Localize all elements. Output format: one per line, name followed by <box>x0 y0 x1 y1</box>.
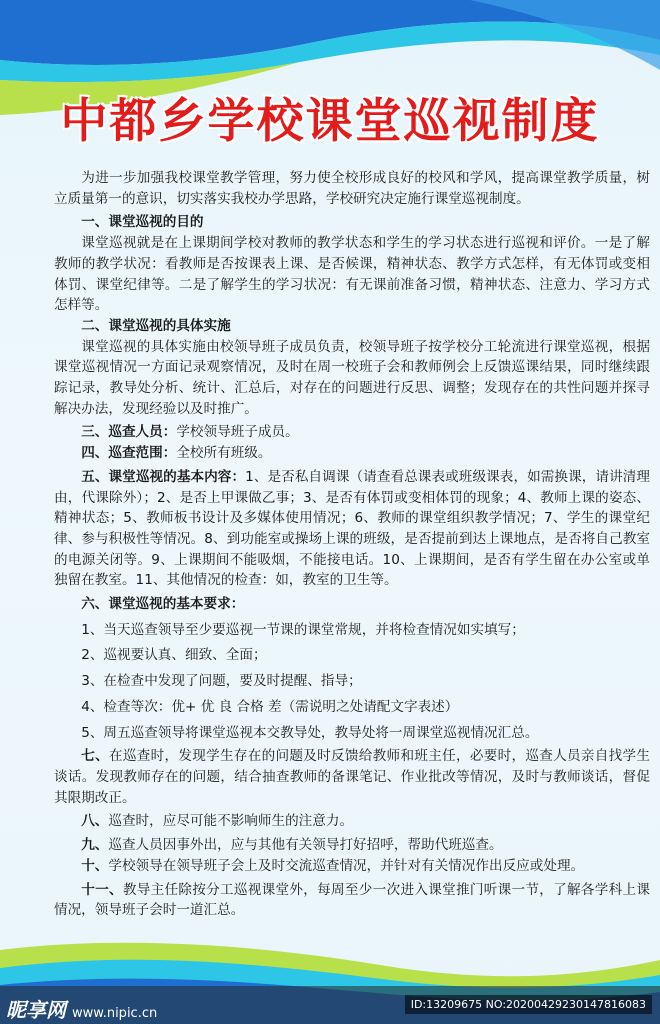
section-8-heading: 八、 <box>81 813 109 830</box>
section-10 <box>54 856 650 877</box>
section-4 <box>54 443 650 464</box>
watermark-logo-text: 昵享网 <box>6 998 66 1022</box>
section-3-heading: 三、巡查人员： <box>81 424 177 441</box>
section-9-body: 巡查人员因事外出，应与其他有关领导打好招呼，帮助代班巡查。 <box>108 837 503 854</box>
section-3-body: 学校领导班子成员。 <box>176 424 299 441</box>
section-6-item: 2、巡视要认真、细致、全面； <box>81 647 267 664</box>
section-5-body: 1、是否私自调课（请查看总课表或班级课表，如需换课，请讲清理由，代课除外）；2、是否上甲课做乙事；3、是否有体罚或变相体罚的现象；4、教师上课的姿态、精神状态；5、教师板书设计及多媒体使用情况；6、教师的课堂组织教学情况；7、学生的课堂纪律、参与积极性等情况。8、到功能室或操场上课的班级，是否提前到达上课地点，是否将自己教室的电源关闭等。9、上课期间不能吸烟，不能接电话。10、上课期间，是否有学生留在办公室或单独留在教室。11、其他情况的检查：如，教室的卫生等。 <box>54 468 650 589</box>
watermark-id: ID:13209675 NO:20200429230147816083 <box>405 995 652 1014</box>
section-4-body: 全校所有班级。 <box>176 445 272 462</box>
watermark-logo <box>6 994 157 1023</box>
section-1-heading: 一、课堂巡视的目的 <box>81 214 204 231</box>
section-6-item: 1、当天巡查领导至少要巡视一节课的课堂常规，并将检查情况如实填写； <box>81 621 525 638</box>
section-2-body: 课堂巡视的具体实施由校领导班子成员负责，校领导班子按学校分工轮流进行课堂巡视，根据课堂巡视情况一方面记录观察情况，及时在周一校班子会和教师例会上反馈巡课结果，同时继续跟踪记录，教导处分析、统计、汇总后，对存在的问题进行反思、调整；发现存在的共性问题并探寻解决办法，发现经验以及时推广。 <box>54 338 650 417</box>
section-1-body: 课堂巡视就是在上课期间学校对教师的教学状态和学生的学习状态进行巡视和评价。一是了解教师的教学状况：看教师是否按课表上课、是否候课，精神状态、教学方式怎样，有无体罚或变相体罚、课堂纪律等。二是了解学生的学习状况：有无课前准备习惯，精神状态、注意力、学习方式怎样等。 <box>54 235 650 314</box>
section-6-item: 4、检查等次：优+ 优 良 合格 差（需说明之处请配文字表述） <box>81 698 459 715</box>
section-7 <box>54 746 650 808</box>
section-7-heading: 七、 <box>81 748 109 765</box>
section-11-heading: 十一、 <box>81 881 123 898</box>
section-5 <box>54 467 650 591</box>
section-7-body: 在巡查时，发现学生存在的问题及时反馈给教师和班主任，必要时，巡查人员亲自找学生谈话。发现教师存在的问题，结合抽查教师的备课笔记、作业批改等情况，及时与教师谈话，督促其限期改正。 <box>54 748 651 806</box>
section-9 <box>54 835 650 856</box>
section-10-heading: 十、 <box>81 857 109 874</box>
section-3 <box>54 422 650 443</box>
section-8 <box>54 811 650 832</box>
section-6-item: 3、在检查中发现了问题，要及时提醒、指导； <box>81 673 362 690</box>
section-6-item: 5、周五巡查领导将课堂巡视本交教导处，教导处将一周课堂巡视情况汇总。 <box>81 724 539 741</box>
section-9-heading: 九、 <box>81 837 109 854</box>
section-10-body: 学校领导在领导班子会上及时交流巡查情况，并针对有关情况作出反应或处理。 <box>108 857 585 874</box>
document-body <box>54 168 650 921</box>
section-8-body: 巡查时，应尽可能不影响师生的注意力。 <box>108 813 354 830</box>
section-6-heading: 六、课堂巡视的基本要求： <box>81 596 245 613</box>
section-4-heading: 四、巡查范围： <box>81 445 177 462</box>
section-2-heading: 二、课堂巡视的具体实施 <box>81 317 231 334</box>
section-11 <box>54 880 650 921</box>
section-11-body: 教导主任除按分工巡视课堂外，每周至少一次进入课堂推门听课一节，了解各学科上课情况，领导班子会时一道汇总。 <box>54 881 651 919</box>
page-title: 中都乡学校课堂巡视制度 <box>60 94 600 149</box>
intro-paragraph: 为进一步加强我校课堂教学管理，努力使全校形成良好的校风和学风，提高课堂教学质量，树立质量第一的意识，切实落实我校办学思路，学校研究决定施行课堂巡视制度。 <box>54 170 650 207</box>
section-5-heading: 五、课堂巡视的基本内容： <box>81 468 246 485</box>
watermark-url: www.nipic.cn <box>72 1006 158 1021</box>
